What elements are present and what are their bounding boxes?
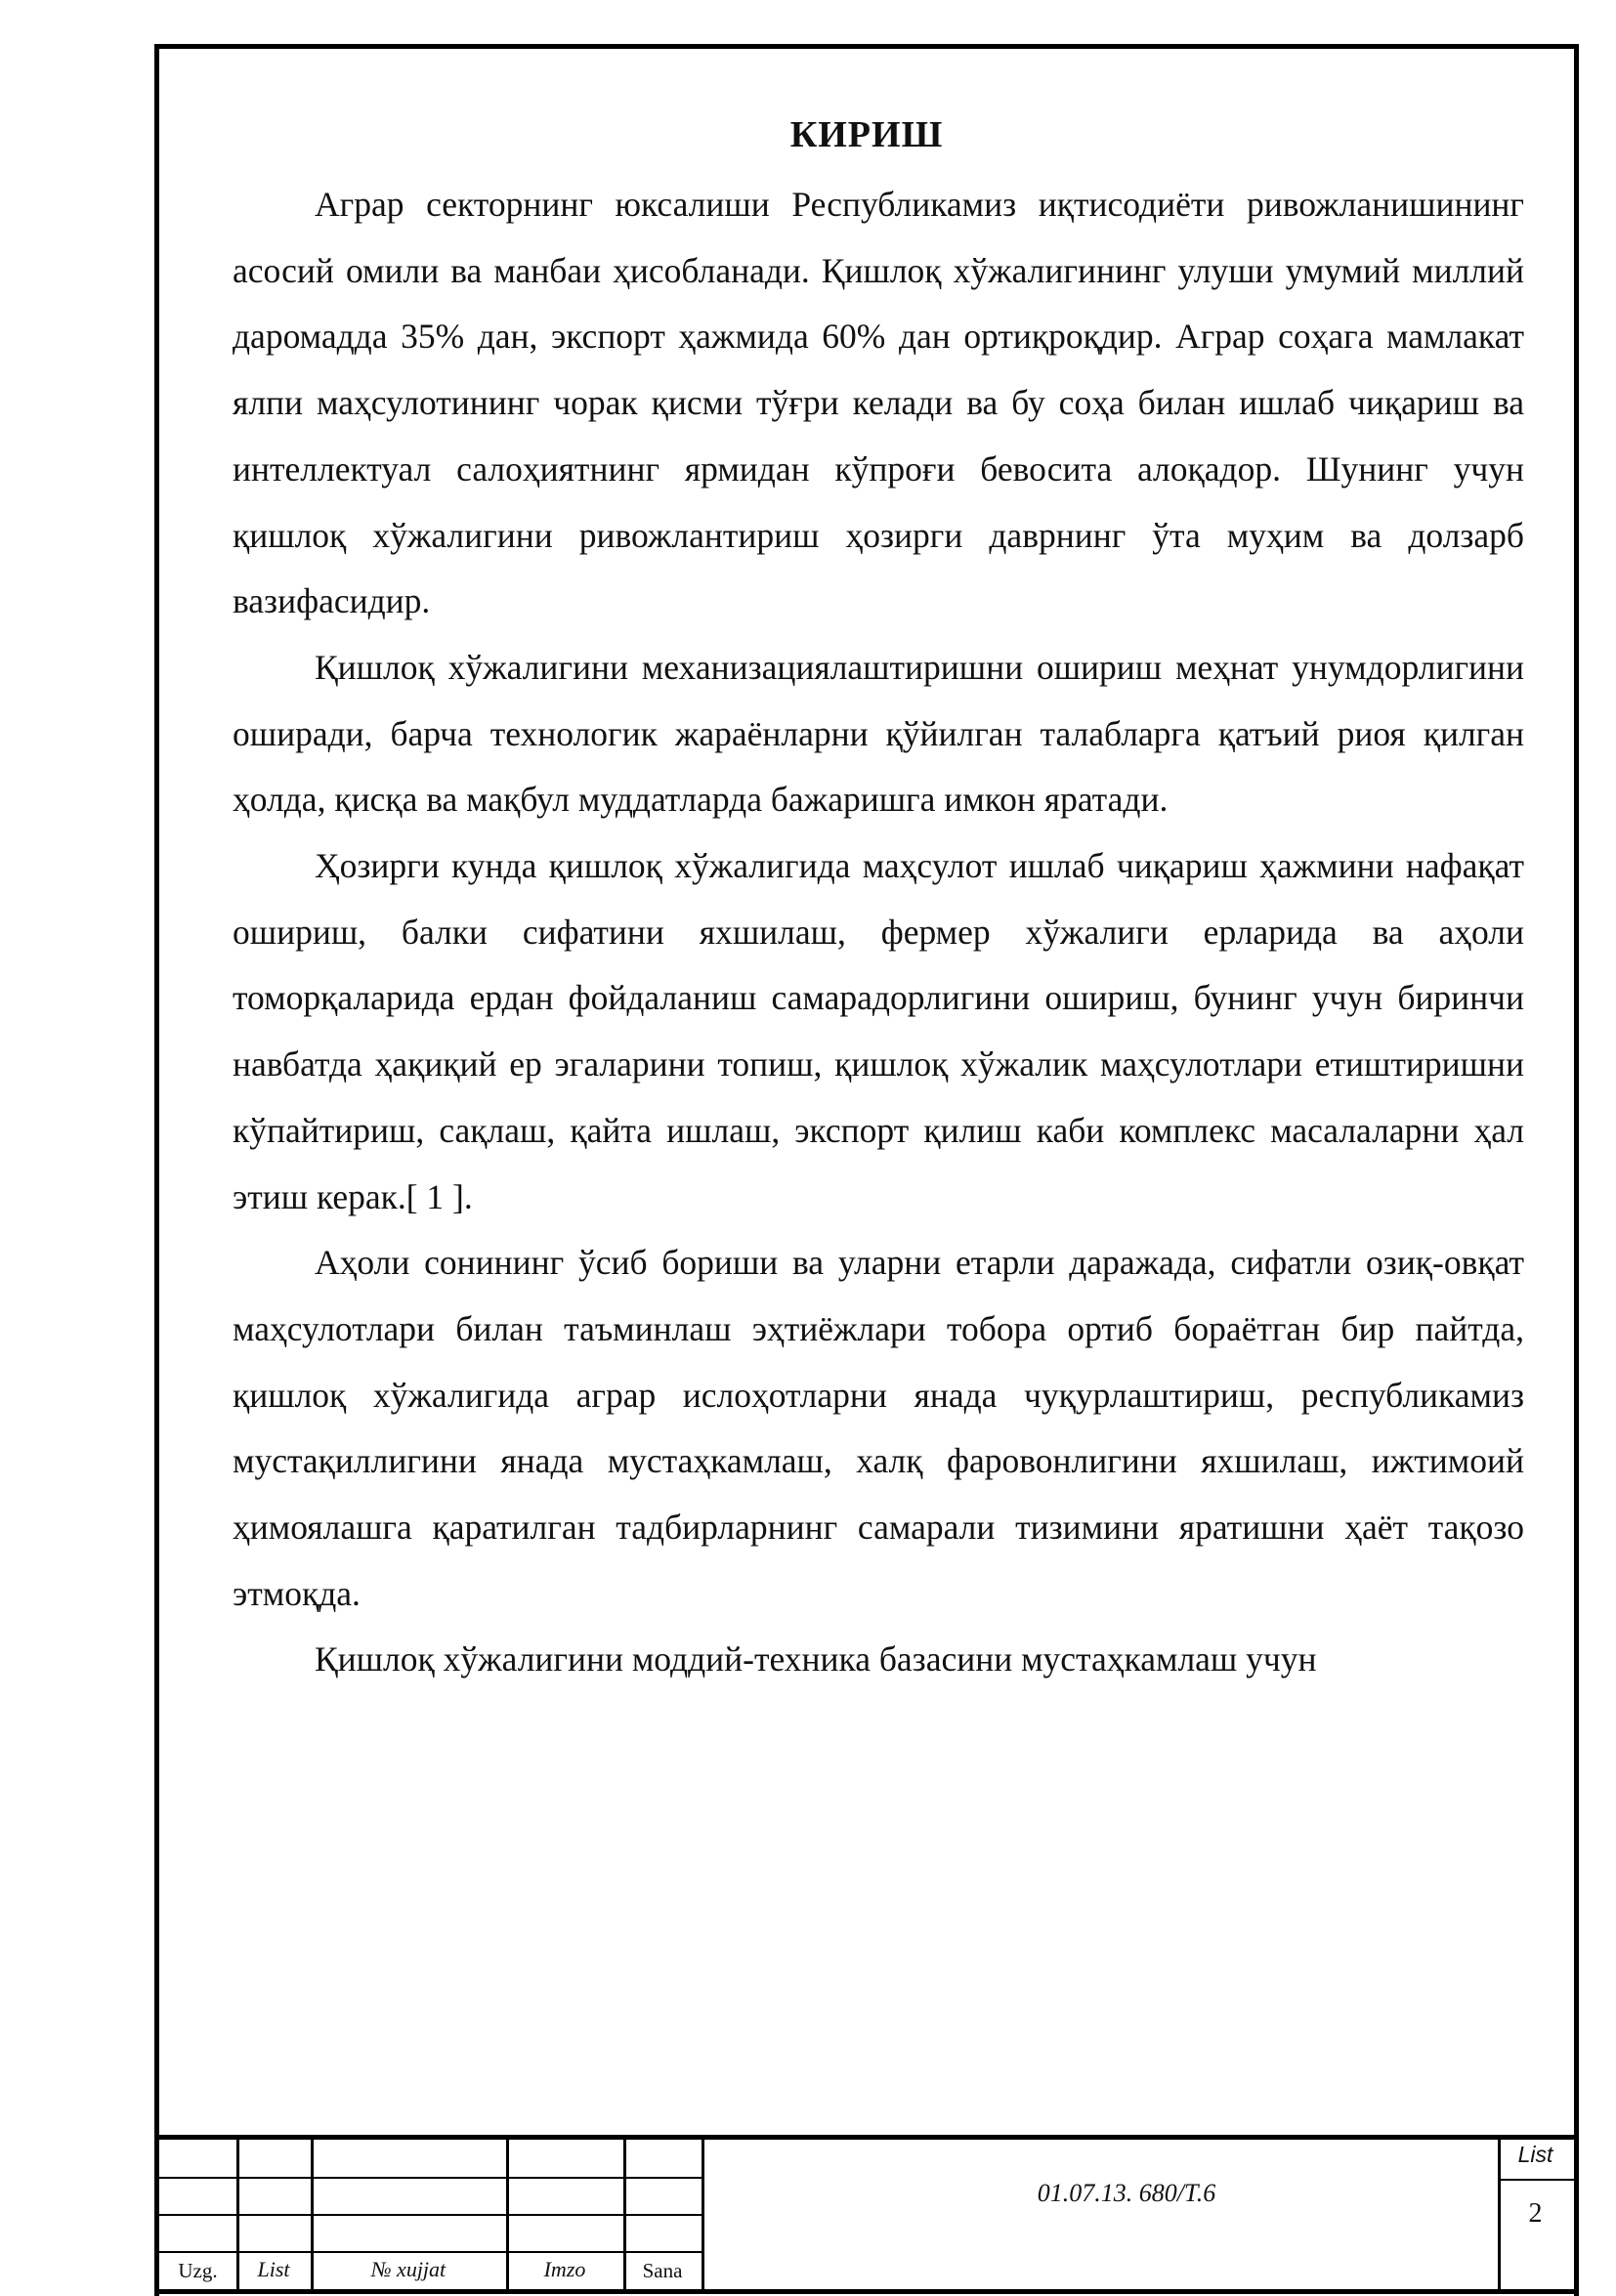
col-xujjat-label: № xujjat bbox=[370, 2257, 447, 2281]
col-sana-label: Sana bbox=[642, 2259, 683, 2282]
paragraph-1: Аграр секторнинг юксалиши Республикамиз иқтисодиёти ривожланишининг асосий омили ва манбаи ҳисобланади. Қишлоқ хўжалигининг улуши умумий миллий даромадда 35% дан, экспорт ҳажмида 60% дан ортиқроқдир. Аграр соҳага мамлакат ялпи маҳсулотининг чорак қисми тўғри келади ва бу соҳа билан ишлаб чиқариш ва интеллектуал салоҳиятнинг ярмидан кўпроғи бевосита алоқадор. Шунинг учун қишлоқ хўжалигини ривожлантириш ҳозирги даврнинг ўта муҳим ва долзарб вазифасидир. bbox=[233, 185, 1524, 621]
page-number: 2 bbox=[1528, 2198, 1543, 2229]
list-label: List bbox=[1517, 2142, 1553, 2167]
col-imzo-label: Imzo bbox=[543, 2257, 586, 2281]
document-number: 01.07.13. 680/Т.6 bbox=[1037, 2179, 1216, 2207]
grid-line bbox=[159, 2177, 702, 2179]
grid-line bbox=[702, 2140, 704, 2289]
paragraph-5: Қишлоқ хўжалигини моддий-техника базасини мустаҳкамлаш учун bbox=[315, 1639, 1317, 1679]
paragraph-4: Аҳоли сонининг ўсиб бориши ва уларни етарли даражада, сифатли озиқ-овқат маҳсулотлари билан таъминлаш эҳтиёжлари тобора ортиб бораётган бир пайтда, қишлоқ хўжалигида аграр ислоҳотларни янада чуқурлаштириш, республикамиз мустақиллигини янада мустаҳкамлаш, халқ фаровонлигини яхшилаш, ижтимоий ҳимоялашга қаратилган тадбирларнинг самарали тизимини яратишни ҳаёт тақозо этмоқда. bbox=[233, 1243, 1524, 1613]
grid-line bbox=[159, 2214, 702, 2216]
col-list-label: List bbox=[257, 2257, 290, 2281]
paragraph-2: Қишлоқ хўжалигини механизациялаштиришни ошириш меҳнат унумдорлигини оширади, барча технологик жараёнларни қўйилган талабларга қатъий риоя қилган ҳолда, қисқа ва мақбул муддатларда бажаришга имкон яратади. bbox=[233, 647, 1524, 820]
col-uzg-label: Uzg. bbox=[178, 2259, 218, 2282]
document-body bbox=[233, 172, 1524, 1693]
page-title: КИРИШ bbox=[789, 114, 944, 155]
paragraph-3: Ҳозирги кунда қишлоқ хўжалигида маҳсулот ишлаб чиқариш ҳажмини нафақат ошириш, балки сифатини яхшилаш, фермер хўжалиги ерларида ва аҳоли томорқаларида ердан фойдаланиш самарадорлигини ошириш, бунинг учун биринчи навбатда ҳақиқий ер эгаларини топиш, қишлоқ хўжалик маҳсулотлари етиштиришни кўпайтириш, сақлаш, қайта ишлаш, экспорт қилиш каби комплекс масалаларни ҳал этиш керак.[ 1 ]. bbox=[233, 846, 1524, 1216]
title-block bbox=[154, 2135, 1579, 2294]
grid-line bbox=[159, 2251, 702, 2253]
